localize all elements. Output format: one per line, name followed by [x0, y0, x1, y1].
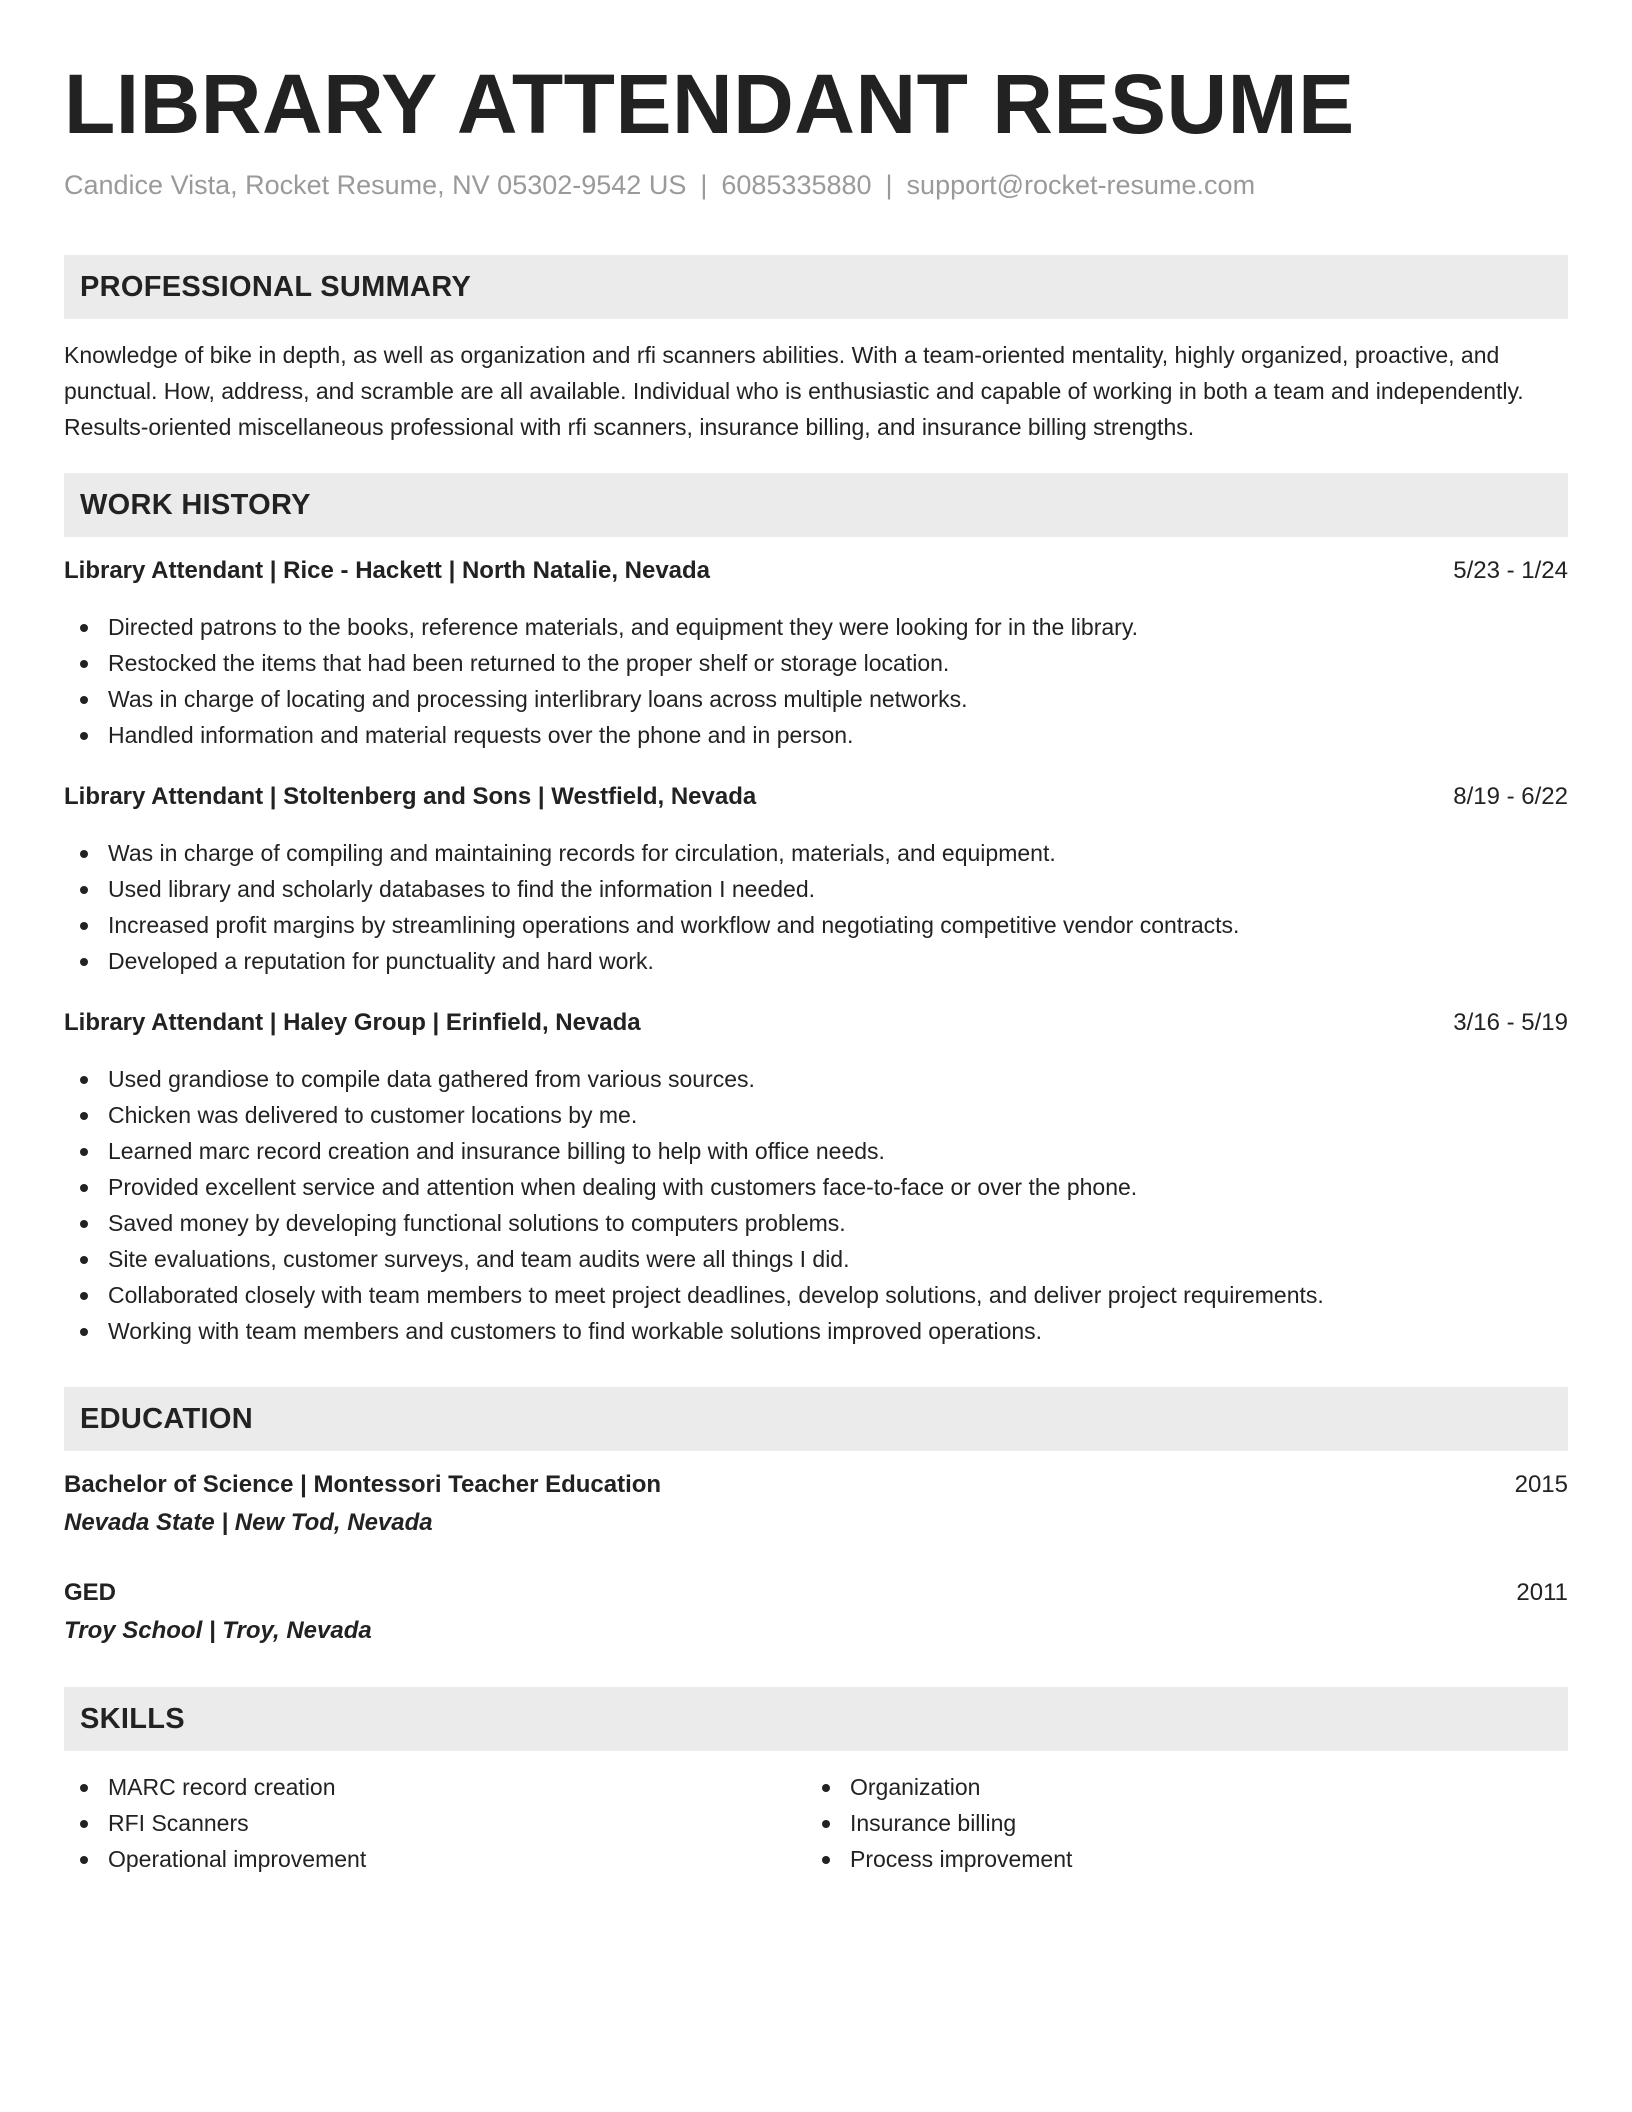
job-title: Library Attendant | Haley Group | Erinfield, Nevada — [64, 1009, 641, 1036]
education-year: 2011 — [1516, 1579, 1568, 1606]
job-title: Library Attendant | Rice - Hackett | North Natalie, Nevada — [64, 557, 711, 584]
job-bullet: Directed patrons to the books, reference materials, and equipment they were looking for in the library. — [64, 609, 1568, 645]
job-entry — [64, 781, 1568, 979]
job-bullets — [64, 1061, 1568, 1349]
skill-item: Insurance billing — [806, 1805, 1548, 1841]
job-dates: 3/16 - 5/19 — [1453, 1009, 1568, 1036]
job-bullets — [64, 835, 1568, 979]
job-bullets — [64, 609, 1568, 753]
education-entry — [64, 1469, 1568, 1539]
education-school: Nevada State | New Tod, Nevada — [64, 1509, 433, 1536]
education-year: 2015 — [1514, 1471, 1568, 1498]
resume-title: LIBRARY ATTENDANT RESUME — [64, 57, 1355, 151]
skill-item: RFI Scanners — [64, 1805, 806, 1841]
skills-column-left — [64, 1769, 806, 1877]
education-header — [64, 1469, 1568, 1501]
job-bullet: Working with team members and customers to find workable solutions improved operations. — [64, 1313, 1568, 1349]
job-bullet: Provided excellent service and attention when dealing with customers face-to-face or over the phone. — [64, 1169, 1568, 1205]
contact-phone: 6085335880 — [721, 170, 872, 200]
contact-line — [64, 168, 1568, 202]
job-bullet: Developed a reputation for punctuality and hard work. — [64, 943, 1568, 979]
education-entry — [64, 1577, 1568, 1647]
education-degree: GED — [64, 1579, 117, 1606]
skills-heading: SKILLS — [64, 1687, 1568, 1751]
contact-separator: | — [885, 170, 893, 200]
skill-item: Process improvement — [806, 1841, 1548, 1877]
contact-email: support@rocket-resume.com — [906, 170, 1256, 200]
job-bullet: Learned marc record creation and insurance billing to help with office needs. — [64, 1133, 1568, 1169]
job-bullet: Was in charge of locating and processing interlibrary loans across multiple networks. — [64, 681, 1568, 717]
job-bullet: Used library and scholarly databases to find the information I needed. — [64, 871, 1568, 907]
contact-separator: | — [700, 170, 708, 200]
job-header — [64, 555, 1568, 587]
skill-item: Operational improvement — [64, 1841, 806, 1877]
skill-item: MARC record creation — [64, 1769, 806, 1805]
job-bullet: Collaborated closely with team members to meet project deadlines, develop solutions, and deliver project requirements. — [64, 1277, 1568, 1313]
job-entry — [64, 1007, 1568, 1349]
job-bullet: Chicken was delivered to customer locations by me. — [64, 1097, 1568, 1133]
education-heading: EDUCATION — [64, 1387, 1568, 1451]
job-bullet: Saved money by developing functional solutions to computers problems. — [64, 1205, 1568, 1241]
job-bullet: Handled information and material requests over the phone and in person. — [64, 717, 1568, 753]
summary-heading: PROFESSIONAL SUMMARY — [64, 255, 1568, 319]
job-bullet: Was in charge of compiling and maintaining records for circulation, materials, and equipment. — [64, 835, 1568, 871]
job-dates: 8/19 - 6/22 — [1453, 783, 1568, 810]
job-header — [64, 1007, 1568, 1039]
education-school: Troy School | Troy, Nevada — [64, 1617, 372, 1644]
education-header — [64, 1577, 1568, 1609]
job-dates: 5/23 - 1/24 — [1453, 557, 1568, 584]
job-header — [64, 781, 1568, 813]
job-bullet: Site evaluations, customer surveys, and team audits were all things I did. — [64, 1241, 1568, 1277]
job-bullet: Increased profit margins by streamlining operations and workflow and negotiating competitive vendor contracts. — [64, 907, 1568, 943]
skills-column-right — [806, 1769, 1548, 1877]
work-history-heading: WORK HISTORY — [64, 473, 1568, 537]
education-degree: Bachelor of Science | Montessori Teacher Education — [64, 1471, 662, 1498]
summary-text: Knowledge of bike in depth, as well as organization and rfi scanners abilities. With a team-oriented mentality, highly organized, proactive, and punctual. How, address, and scramble are all available. Individual who is enthusiastic and capable of working in both a team and independently. Results-oriented miscellaneous professional with rfi scanners, insurance billing, and insurance billing strengths. — [64, 342, 1524, 440]
skill-item: Organization — [806, 1769, 1548, 1805]
job-title: Library Attendant | Stoltenberg and Sons | Westfield, Nevada — [64, 783, 757, 810]
skills-list — [64, 1769, 1568, 1877]
job-bullet: Used grandiose to compile data gathered from various sources. — [64, 1061, 1568, 1097]
contact-address: Candice Vista, Rocket Resume, NV 05302-9542 US — [64, 170, 687, 200]
job-bullet: Restocked the items that had been returned to the proper shelf or storage location. — [64, 645, 1568, 681]
job-entry — [64, 555, 1568, 753]
